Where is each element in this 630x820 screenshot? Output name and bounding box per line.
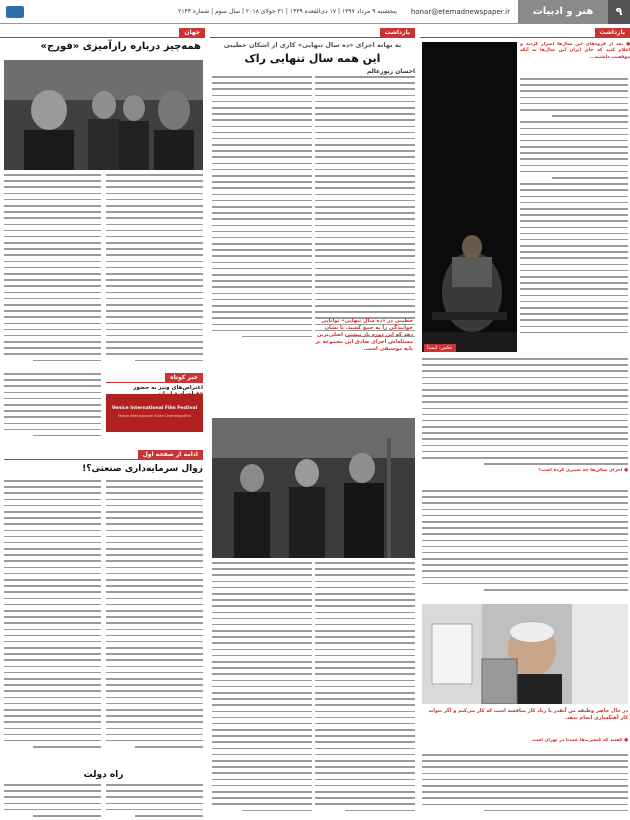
film-still-photo	[4, 60, 203, 170]
section-email[interactable]: honar@etemadnewspaper.ir	[410, 7, 510, 16]
right-body-text-col2	[422, 358, 628, 468]
middle-column	[210, 28, 415, 352]
lede-point-3: ● گفتید که کنسرت‌ها عمدتاً در تهران است	[531, 738, 628, 743]
obit-body-text-col1	[4, 784, 101, 820]
left-body-text-col2	[106, 174, 203, 370]
right-pull-quote: در حال حاضر وظیفه من آنقدر با زیاد کار مناقشه است که کار می‌کنم و اگر نتواند کار آهنگسازی انجام بدهد.	[428, 708, 628, 721]
section-title: هنر و ادبیات	[518, 0, 608, 24]
cinema-body-text-col2	[106, 480, 203, 765]
lede-point-2: ● اجرای سالن‌ها چه تغییری کرده است؟	[538, 468, 628, 473]
musician-portrait-photo	[422, 604, 628, 704]
photo-credit: عکس: ایسنا	[424, 344, 456, 352]
right-section-tag: بازداشت	[595, 28, 630, 37]
festival-tagbar	[106, 373, 203, 383]
obit-body-text-col2	[106, 784, 203, 820]
venice-festival-banner	[106, 394, 203, 432]
left-section-tag: جهان	[179, 28, 205, 37]
middle-body-text-col2	[315, 76, 415, 346]
middle-body-text-col3	[212, 562, 312, 820]
festival-banner-subtitle: Mostra Internazionale d'Arte Cinematografica	[118, 414, 191, 418]
festival-tag: خبر کوتاه	[165, 373, 203, 382]
middle-body-text-col1	[212, 76, 312, 346]
lede-point: ● بعد از فرودهای این سال‌ها اصرار کردید و اعلام کنید که جای ایران این سال‌ها به آنکه موفقیت داشتید...	[520, 42, 630, 60]
band-members-photo	[212, 418, 415, 558]
middle-body-text-col4	[315, 562, 415, 820]
newspaper-logo	[6, 6, 24, 18]
article-headline: این همه سال تنهایی راک	[244, 52, 381, 65]
middle-pull-quote: خطیبی در «ده سال تنهایی» توانایی خوانندگی را به جمع کشید. تا نشان دهد که این دوره بار بیشتر، اصلی‌ترین مسئله‌اش اجرای صادق این مجموعه بر پایه موسیقی است.	[315, 318, 413, 352]
cinema-body-text-col1	[4, 480, 101, 765]
cinema-tag: ادامه از صفحه اول	[138, 450, 203, 459]
right-body-text-col3	[422, 490, 628, 600]
obit-headline: راه دولت	[83, 770, 124, 780]
right-column	[420, 28, 630, 743]
concert-stage-photo	[422, 42, 517, 352]
page-header	[0, 0, 630, 24]
left-body-text-col1	[4, 174, 101, 370]
right-body-text-col1	[520, 78, 628, 338]
middle-section-tagbar	[210, 28, 415, 38]
right-section-tagbar	[420, 28, 630, 38]
festival-banner-title: Venice International Film Festival	[111, 406, 198, 411]
right-body-text-col4	[422, 754, 628, 820]
festival-headline: اعتراض‌های ونیز به حضور	[133, 385, 203, 391]
cinema-tagbar	[4, 450, 203, 460]
left-column	[0, 28, 205, 780]
cinema-headline: زوال سرمایه‌داری صنعتی؟!	[82, 464, 203, 474]
article-byline: احسان زیورعالم	[366, 68, 415, 75]
middle-section-tag: بازداشت	[380, 28, 415, 37]
forge-headline: همه‌چیز درباره رازآمیزی «فورج»	[40, 41, 201, 52]
issue-date-line: پنجشنبه ۹ مرداد ۱۳۹۷ | ۱۷ ذی‌القعده ۱۴۳۹ | ۳۱ جولای ۲۰۱۸ | سال سوم | شماره ۲۱۴۴	[178, 8, 397, 15]
left-section-tagbar	[0, 28, 205, 38]
page-number: ۹	[608, 0, 630, 24]
article-kicker: به بهانه اجرای «ده سال تنهایی» کاری از اشکان خطیبی	[223, 41, 402, 49]
festival-body-text	[4, 373, 101, 447]
